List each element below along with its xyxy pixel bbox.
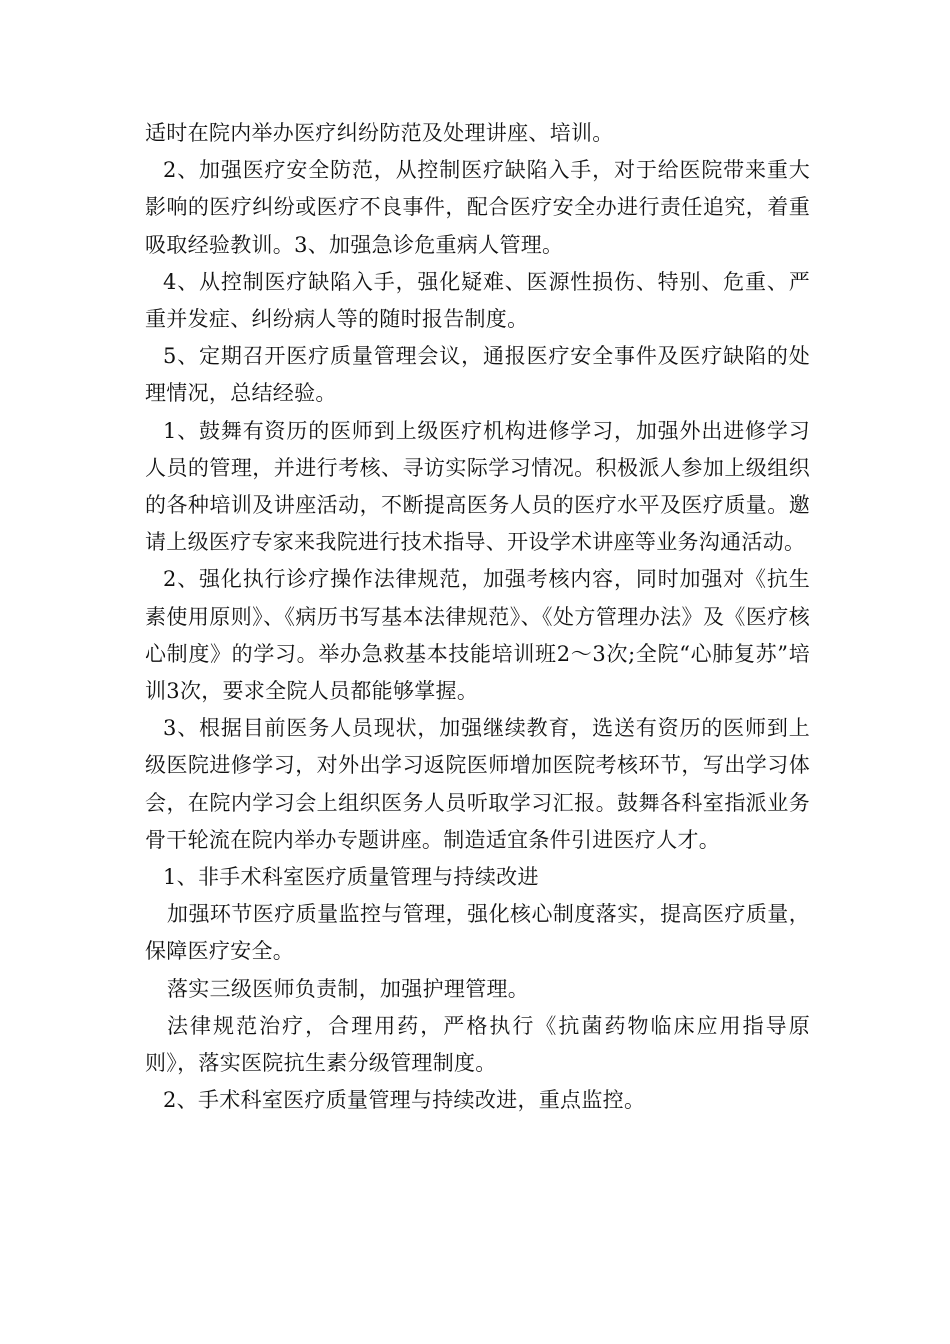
paragraph-5: 1、鼓舞有资历的医师到上级医疗机构进修学习，加强外出进修学习人员的管理，并进行考核、寻访实际学习情况。积极派人参加上级组织的各种培训及讲座活动，不断提高医务人员的医疗水平及医疗质量。邀请上级医疗专家来我院进行技术指导、开设学术讲座等业务沟通活动。	[145, 418, 810, 555]
paragraph-3: 4、从控制医疗缺陷入手，强化疑难、医源性损伤、特别、危重、严重并发症、纠纷病人等的随时报告制度。	[145, 269, 810, 332]
paragraph-2: 2、加强医疗安全防范，从控制医疗缺陷入手，对于给医院带来重大影响的医疗纠纷或医疗不良事件，配合医疗安全办进行责任追究，着重吸取经验教训。3、加强急诊危重病人管理。	[145, 158, 810, 257]
paragraph-9: 加强环节医疗质量监控与管理，强化核心制度落实，提高医疗质量，保障医疗安全。	[145, 902, 810, 964]
paragraph-11: 法律规范治疗，合理用药，严格执行《抗菌药物临床应用指导原则》，落实医院抗生素分级管理制度。	[145, 1013, 810, 1076]
document-body	[145, 115, 810, 1119]
paragraph-8: 1、非手术科室医疗质量管理与持续改进	[163, 865, 539, 890]
paragraph-4: 5、定期召开医疗质量管理会议，通报医疗安全事件及医疗缺陷的处理情况，总结经验。	[145, 344, 810, 406]
paragraph-6: 2、强化执行诊疗操作法律规范，加强考核内容，同时加强对《抗生素使用原则》、《病历书写基本法律规范》、《处方管理办法》及《医疗核心制度》的学习。举办急救基本技能培训班2～3次;全院“心肺复苏”培训3次，要求全院人员都能够掌握。	[145, 567, 810, 704]
paragraph-7: 3、根据目前医务人员现状，加强继续教育，选送有资历的医师到上级医院进修学习，对外出学习返院医师增加医院考核环节，写出学习体会，在院内学习会上组织医务人员听取学习汇报。鼓舞各科室指派业务骨干轮流在院内举办专题讲座。制造适宜条件引进医疗人才。	[145, 716, 810, 852]
paragraph-12: 2、手术科室医疗质量管理与持续改进，重点监控。	[163, 1088, 646, 1113]
paragraph-10: 落实三级医师负责制，加强护理管理。	[167, 976, 530, 1001]
paragraph-1: 适时在院内举办医疗纠纷防范及处理讲座、培训。	[145, 121, 614, 145]
